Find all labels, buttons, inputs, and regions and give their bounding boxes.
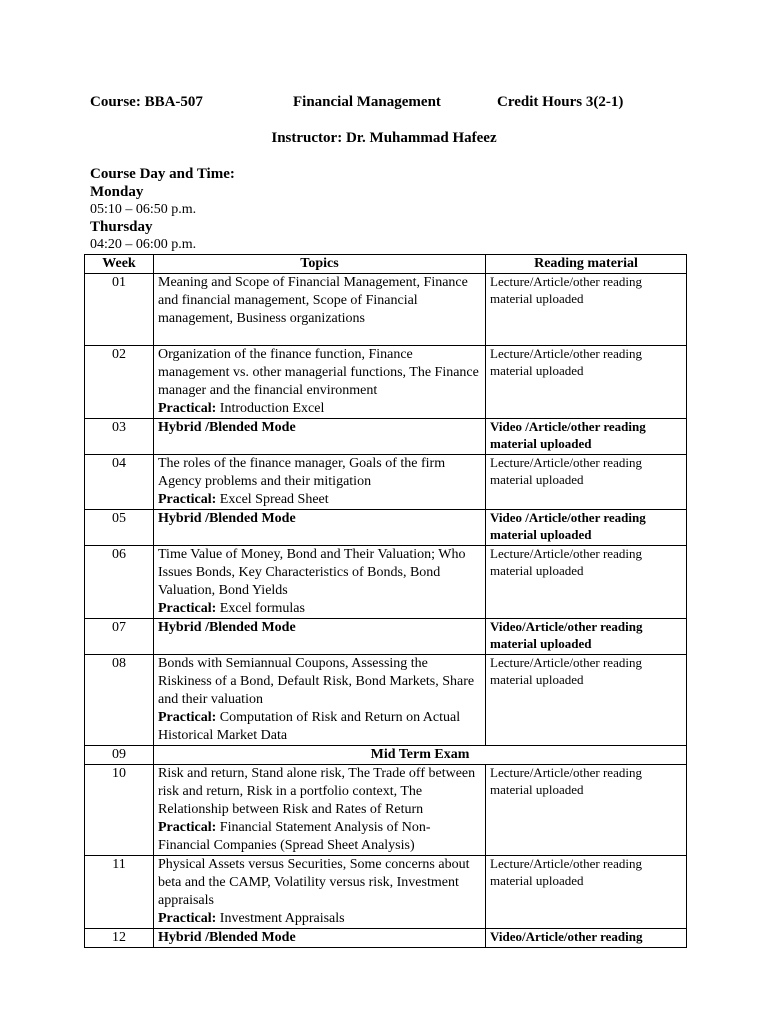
practical-text: Computation of Risk and Return on Actual Historical Market Data <box>158 710 461 743</box>
topic-text: Time Value of Money, Bond and Their Valuation; Who Issues Bonds, Key Characteristics of Bonds, Bond Valuation, Bond Yields <box>158 547 466 598</box>
reading-cell: Lecture/Article/other reading material uploaded <box>486 455 687 510</box>
topic-cell <box>154 346 486 419</box>
table-row <box>85 419 687 455</box>
topic-cell <box>154 765 486 856</box>
reading-cell: Lecture/Article/other reading material uploaded <box>486 274 687 346</box>
topic-cell: Hybrid /Blended Mode <box>154 419 486 455</box>
header-topics: Topics <box>154 255 486 274</box>
schedule-label: Course Day and Time: <box>90 166 235 182</box>
week-cell: 11 <box>85 856 154 929</box>
week-cell: 10 <box>85 765 154 856</box>
topic-cell <box>154 455 486 510</box>
course-title: Financial Management <box>293 94 441 110</box>
topic-cell <box>154 856 486 929</box>
practical-label: Practical: <box>158 401 217 416</box>
table-row <box>85 765 687 856</box>
reading-cell: Lecture/Article/other reading material uploaded <box>486 655 687 746</box>
credit-hours: Credit Hours 3(2-1) <box>497 94 624 110</box>
topic-cell: Hybrid /Blended Mode <box>154 510 486 546</box>
topic-text: The roles of the finance manager, Goals of the firm Agency problems and their mitigation <box>158 456 446 489</box>
header-week: Week <box>85 255 154 274</box>
week-cell: 03 <box>85 419 154 455</box>
practical-label: Practical: <box>158 492 217 507</box>
course-schedule <box>90 166 235 254</box>
course-code: Course: BBA-507 <box>90 94 203 110</box>
week-cell: 05 <box>85 510 154 546</box>
table-row <box>85 346 687 419</box>
table-row <box>85 619 687 655</box>
week-cell: 07 <box>85 619 154 655</box>
week-cell: 01 <box>85 274 154 346</box>
reading-cell: Lecture/Article/other reading material uploaded <box>486 765 687 856</box>
table-row <box>85 655 687 746</box>
week-cell: 04 <box>85 455 154 510</box>
table-row <box>85 856 687 929</box>
reading-cell: Video /Article/other reading material uploaded <box>486 510 687 546</box>
topic-cell <box>154 546 486 619</box>
reading-cell: Lecture/Article/other reading material uploaded <box>486 346 687 419</box>
practical-label: Practical: <box>158 911 217 926</box>
reading-cell: Lecture/Article/other reading material uploaded <box>486 546 687 619</box>
practical-label: Practical: <box>158 820 217 835</box>
table-row <box>85 929 687 948</box>
reading-cell: Video/Article/other reading <box>486 929 687 948</box>
schedule-day-thursday: Thursday <box>90 218 153 235</box>
topic-cell: Hybrid /Blended Mode <box>154 929 486 948</box>
topic-text: Risk and return, Stand alone risk, The Trade off between risk and return, Risk in a portfolio context, The Relationship between Risk and Rates of Return <box>158 766 476 817</box>
schedule-time-thursday: 04:20 – 06:00 p.m. <box>90 237 197 252</box>
practical-text: Investment Appraisals <box>219 911 345 926</box>
mid-term-cell: Mid Term Exam <box>154 746 687 765</box>
topic-cell <box>154 274 486 346</box>
week-cell: 12 <box>85 929 154 948</box>
week-cell: 02 <box>85 346 154 419</box>
table-row <box>85 274 687 346</box>
table-row <box>85 455 687 510</box>
week-cell: 09 <box>85 746 154 765</box>
week-cell: 08 <box>85 655 154 746</box>
topic-cell: Hybrid /Blended Mode <box>154 619 486 655</box>
table-row <box>85 510 687 546</box>
schedule-time-monday: 05:10 – 06:50 p.m. <box>90 202 197 217</box>
topic-text: Organization of the finance function, Finance management vs. other managerial functions, The Finance manager and the financial environment <box>158 347 479 398</box>
practical-label: Practical: <box>158 710 217 725</box>
reading-cell: Video /Article/other reading material uploaded <box>486 419 687 455</box>
topic-text: Physical Assets versus Securities, Some concerns about beta and the CAMP, Volatility versus risk, Investment appraisals <box>158 857 470 908</box>
course-outline-table <box>84 254 687 948</box>
practical-label: Practical: <box>158 601 217 616</box>
week-cell: 06 <box>85 546 154 619</box>
table-row <box>85 746 687 765</box>
topic-text: Meaning and Scope of Financial Management, Finance and financial management, Scope of Financial management, Business organizations <box>158 275 468 326</box>
instructor: Instructor: Dr. Muhammad Hafeez <box>271 130 497 146</box>
header-reading-material: Reading material <box>486 255 687 274</box>
table-row <box>85 546 687 619</box>
topic-text: Bonds with Semiannual Coupons, Assessing the Riskiness of a Bond, Default Risk, Bond Markets, Share and their valuation <box>158 656 475 707</box>
practical-text: Excel Spread Sheet <box>219 492 329 507</box>
practical-text: Introduction Excel <box>219 401 325 416</box>
reading-cell: Lecture/Article/other reading material uploaded <box>486 856 687 929</box>
reading-cell: Video/Article/other reading material uploaded <box>486 619 687 655</box>
schedule-day-monday: Monday <box>90 183 144 200</box>
practical-text: Financial Statement Analysis of Non-Financial Companies (Spread Sheet Analysis) <box>158 820 431 853</box>
practical-text: Excel formulas <box>219 601 305 616</box>
topic-cell <box>154 655 486 746</box>
table-header-row <box>85 255 687 274</box>
